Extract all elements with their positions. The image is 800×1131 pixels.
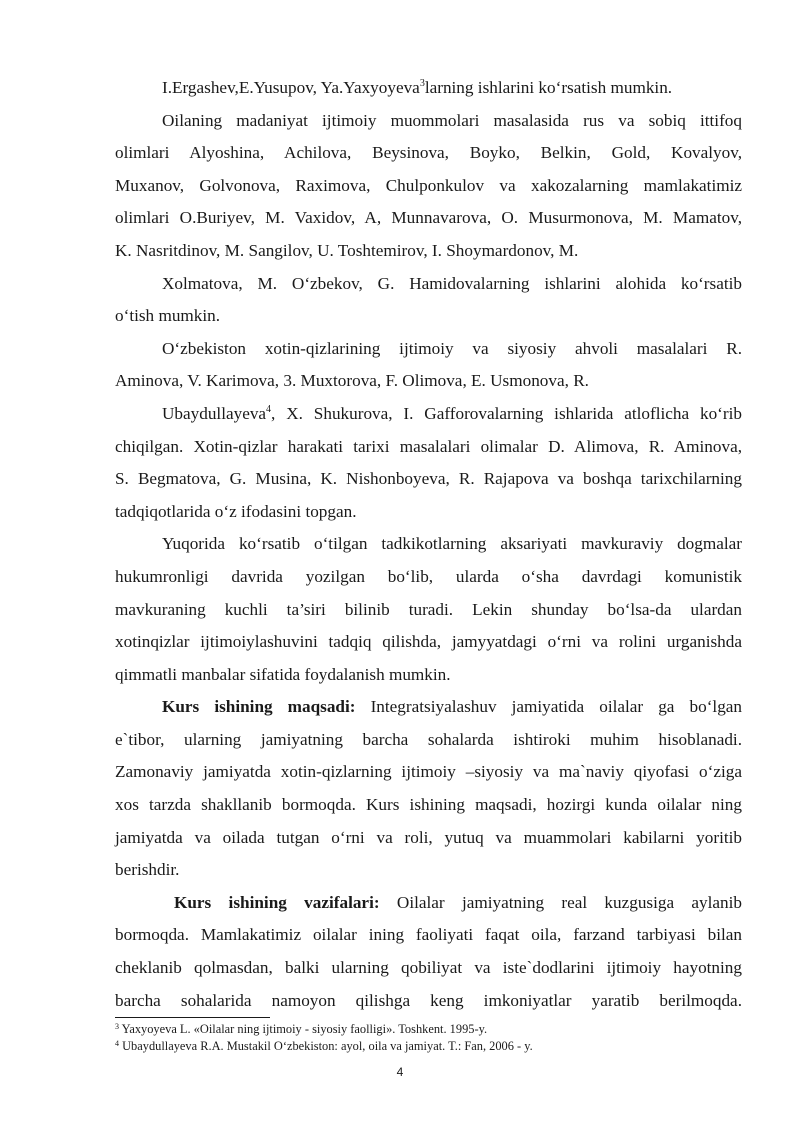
- paragraph-line: Xolmatova, M. O‘zbekov, G. Hamidovalarning ishlarini alohida ko‘rsatib: [162, 273, 742, 293]
- paragraph-line: jamiyatda va oilada tutgan o‘rni va roli, yutuq va muammolari kabilarni yoritib: [115, 827, 742, 847]
- paragraph-line: S. Begmatova, G. Musina, K. Nishonboyeva, R. Rajapova va boshqa tarixchilarning: [115, 469, 742, 489]
- paragraph-line: Aminova, V. Karimova, 3. Muxtorova, F. Olimova, E. Usmonova, R.: [115, 371, 589, 391]
- paragraph-line: K. Nasritdinov, M. Sangilov, U. Toshtemirov, I. Shoymardonov, M.: [115, 240, 579, 260]
- paragraph-line: cheklanib qolmasdan, balki ularning qobiliyat va iste`dodlarini ijtimoiy hayotning: [115, 958, 742, 978]
- paragraph-line: bormoqda. Mamlakatimiz oilalar ining faoliyati faqat oila, farzand tarbiyasi bilan: [115, 925, 742, 945]
- paragraph-line: O‘zbekiston xotin-qizlarining ijtimoiy va siyosiy ahvoli masalalari R.: [162, 338, 742, 358]
- paragraph-line: chiqilgan. Xotin-qizlar harakati tarixi masalalari olimalar D. Alimova, R. Aminova,: [115, 436, 742, 456]
- text-span: I.Ergashev,E.Yusupov, Ya.Yaxyoyeva: [162, 78, 420, 97]
- paragraph-line: [115, 398, 742, 431]
- page-number: 4: [396, 1065, 404, 1079]
- paragraph-line: Muxanov, Golvonova, Raximova, Chulponkulov va xakozalarning mamlakatimiz: [115, 175, 742, 195]
- paragraph-line: hukumronligi davrida yozilgan bo‘lib, ularda o‘sha davrdagi komunistik: [115, 566, 742, 586]
- paragraph-line: berishdir.: [115, 860, 180, 880]
- footnotes: [115, 1021, 742, 1055]
- paragraph-line: e`tibor, ularning jamiyatning barcha sohalarda ishtiroki muhim hisoblanadi.: [115, 729, 742, 749]
- paragraph-line: barcha sohalarida namoyon qilishga keng imkoniyatlar yaratib berilmoqda.: [115, 990, 742, 1010]
- text-span: Integratsiyalashuv jamiyatida oilalar ga bo‘lgan: [370, 697, 743, 717]
- paragraph-line: qimmatli manbalar sifatida foydalanish mumkin.: [115, 664, 451, 684]
- paragraph-line: xotinqizlar ijtimoiylashuvini tadqiq qilishda, jamyyatdagi o‘rni va rolini urganishda: [115, 632, 742, 652]
- text-span: , X. Shukurova, I. Gafforovalarning ishlarida atloflicha ko‘rib: [271, 403, 742, 423]
- footnote: [115, 1038, 742, 1055]
- footnote-divider: [115, 1017, 270, 1018]
- footnote-ref: 3: [419, 78, 425, 89]
- section-heading-goal: Kurs ishining maqsadi:: [162, 697, 356, 717]
- document-body: [115, 72, 742, 1017]
- paragraph-line: o‘tish mumkin.: [115, 306, 221, 326]
- paragraph-line: olimlari Alyoshina, Achilova, Beysinova, Boyko, Belkin, Gold, Kovalyov,: [115, 143, 742, 163]
- footnote-number: 4: [115, 1039, 119, 1048]
- footnote: [115, 1021, 742, 1038]
- section-heading-tasks: Kurs ishining vazifalari:: [174, 892, 380, 912]
- paragraph-line: Yuqorida ko‘rsatib o‘tilgan tadkikotlarning aksariyati mavkuraviy dogmalar: [162, 534, 742, 554]
- text-span: Oilalar jamiyatning real kuzgusiga aylanib: [396, 892, 743, 912]
- footnote-text: Ubaydullayeva R.A. Mustakil O‘zbekiston: ayol, oila va jamiyat. T.: Fan, 2006 - y.: [122, 1039, 533, 1053]
- paragraph-line: mavkuraning kuchli ta’siri bilinib turadi. Lekin shunday bo‘lsa-da ulardan: [115, 599, 742, 619]
- paragraph-line: Oilaning madaniyat ijtimoiy muommolari masalasida rus va sobiq ittifoq: [162, 110, 742, 130]
- paragraph-line: olimlari O.Buriyev, M. Vaxidov, A, Munnavarova, O. Musurmonova, M. Mamatov,: [115, 208, 742, 228]
- paragraph-line: [115, 72, 742, 105]
- paragraph-line: [115, 887, 742, 920]
- paragraph-line: tadqiqotlarida o‘z ifodasini topgan.: [115, 501, 357, 521]
- footnote-ref: 4: [266, 403, 272, 415]
- footnote-text: Yaxyoyeva L. «Oilalar ning ijtimoiy - siyosiy faolligi». Toshkent. 1995-y.: [121, 1022, 488, 1036]
- paragraph-line: [115, 691, 742, 724]
- footnote-number: 3: [115, 1022, 119, 1031]
- text-span: Ubaydullayeva: [162, 403, 267, 423]
- paragraph-line: xos tarzda shakllanib bormoqda. Kurs ishining maqsadi, hozirgi kunda oilalar ning: [115, 795, 742, 815]
- text-span: larning ishlarini ko‘rsatish mumkin.: [424, 78, 673, 97]
- paragraph-line: Zamonaviy jamiyatda xotin-qizlarning ijtimoiy –siyosiy va ma`naviy qiyofasi o‘ziga: [115, 762, 742, 782]
